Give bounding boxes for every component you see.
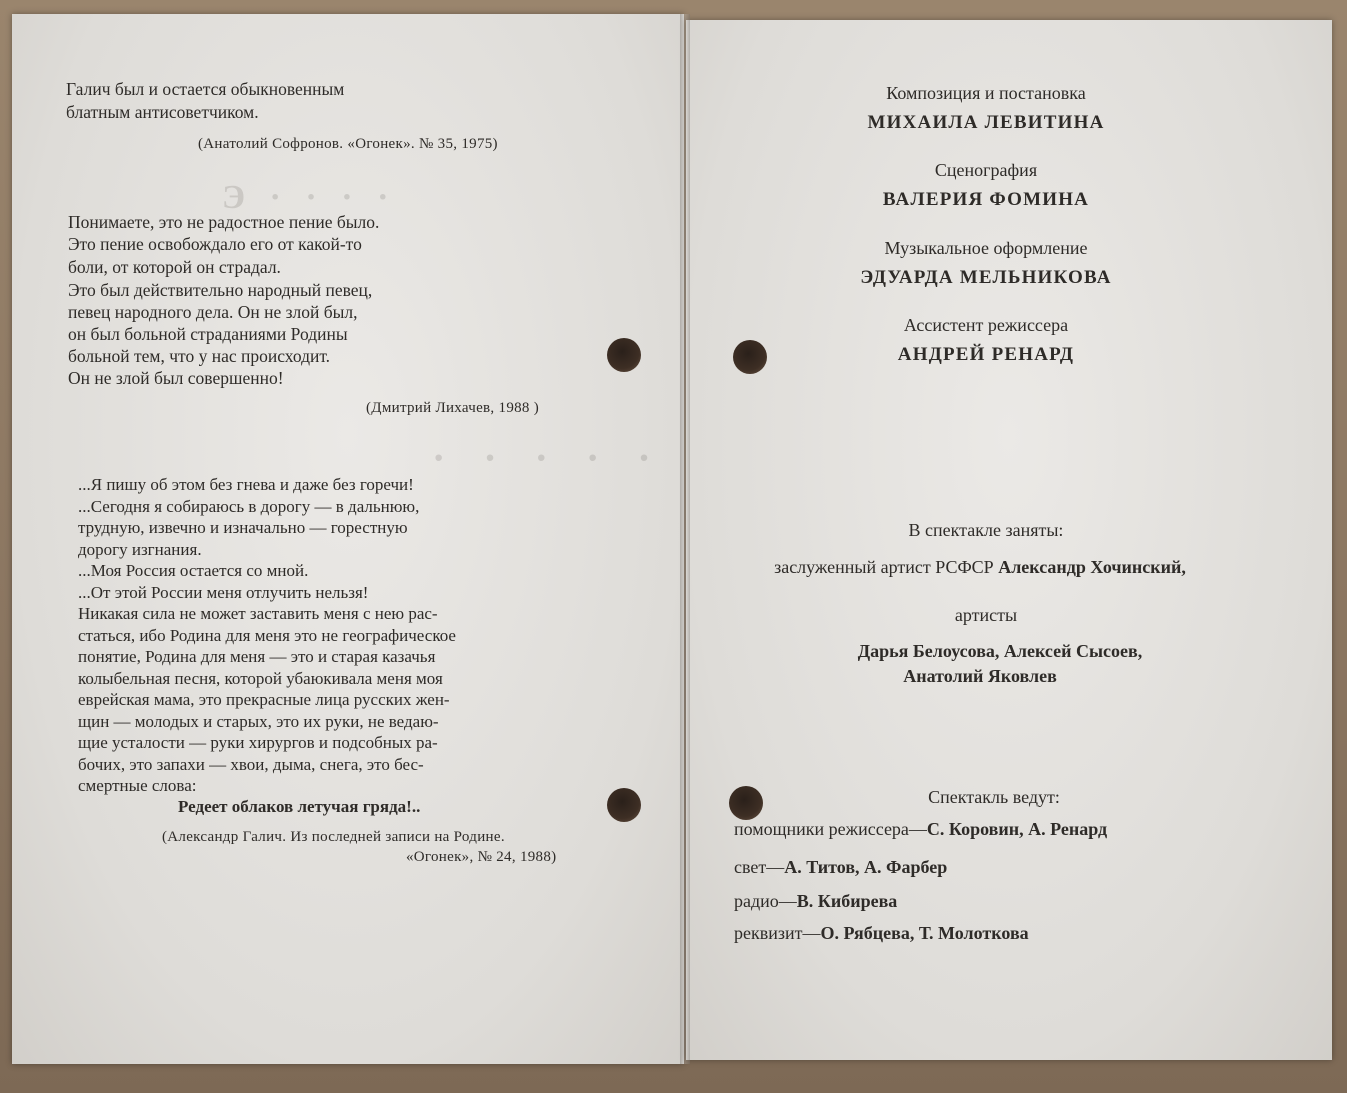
credit-name: МИХАИЛА ЛЕВИТИНА xyxy=(867,112,1105,133)
quote-line: певец народного дела. Он не злой был, xyxy=(68,302,358,322)
quote-line: ...Сегодня я собираюсь в дорогу — в дальнюю, xyxy=(78,496,420,516)
quote-line: колыбельная песня, которой убаюкивала меня моя xyxy=(78,668,443,688)
cast-honored xyxy=(690,557,1270,578)
punch-hole xyxy=(607,788,641,822)
quote-line: бочих, это запахи — хвои, дыма, снега, это бес- xyxy=(78,754,424,774)
punch-hole xyxy=(607,338,641,372)
quote-line: ...Я пишу об этом без гнева и даже без горечи! xyxy=(78,475,414,494)
cast-honored-name: Александр Хочинский, xyxy=(998,557,1186,577)
credit-name: АНДРЕЙ РЕНАРД xyxy=(897,344,1075,365)
quote-line: трудную, извечно и изначально — горестную xyxy=(78,518,408,537)
crew-role: радио— xyxy=(734,891,797,911)
credit-name: ВАЛЕРИЯ ФОМИНА xyxy=(882,189,1090,210)
quote-source: (Александр Галич. Из последней записи на Родине. xyxy=(162,829,505,845)
crew-row xyxy=(734,891,897,912)
quote-line: блатным антисоветчиком. xyxy=(66,102,259,122)
quote-line: боли, от которой он страдал. xyxy=(68,257,281,277)
quote-line: Никакая сила не может заставить меня с нею рас- xyxy=(78,604,438,623)
quote-line: больной тем, что у нас происходит. xyxy=(68,346,331,366)
quote-source: (Анатолий Софронов. «Огонек». № 35, 1975) xyxy=(198,136,498,152)
cast-heading: В спектакле заняты: xyxy=(908,520,1064,540)
crew-row xyxy=(734,923,1029,944)
quote-line: Это был действительно народный певец, xyxy=(68,280,373,300)
show-through-text-2: · · · · · xyxy=(432,435,665,480)
quote-line: ...Моя Россия остается со мной. xyxy=(78,561,309,580)
crew-names: В. Кибирева xyxy=(796,891,898,911)
quote-line: Галич был и остается обыкновенным xyxy=(66,79,345,99)
quote-source: (Дмитрий Лихачев, 1988 ) xyxy=(366,400,540,416)
crew-heading: Спектакль ведут: xyxy=(928,787,1060,807)
quote-line: он был больной страданиями Родины xyxy=(68,324,348,344)
crew-role: свет— xyxy=(734,857,785,877)
crew-names: С. Коровин, А. Ренард xyxy=(926,819,1108,839)
credit-name: ЭДУАРДА МЕЛЬНИКОВА xyxy=(860,267,1112,288)
quote-line: понятие, Родина для меня — это и старая казачья xyxy=(78,647,436,666)
credit-label: Ассистент режиссера xyxy=(903,315,1069,335)
quote-line: щие усталости — руки хирургов и подсобных ра- xyxy=(78,733,438,752)
quote-line: Понимаете, это не радостное пение было. xyxy=(68,212,380,232)
quote-line: смертные слова: xyxy=(78,776,197,795)
cast-artists-label: артисты xyxy=(954,605,1018,625)
credit-label: Композиция и постановка xyxy=(886,83,1086,103)
credit-label: Музыкальное оформление xyxy=(884,238,1088,258)
cast-artists-line: Дарья Белоусова, Алексей Сысоев, xyxy=(857,641,1143,661)
crew-row xyxy=(734,819,1107,840)
crew-row xyxy=(734,857,947,878)
quote-line: статься, ибо Родина для меня это не географическое xyxy=(78,625,456,645)
quote-line: ...От этой России меня отлучить нельзя! xyxy=(78,582,369,602)
show-through-text: Э · · · · xyxy=(222,179,397,216)
quote-line: Он не злой был совершенно! xyxy=(68,368,284,388)
cast-artists-line: Анатолий Яковлев xyxy=(903,666,1057,686)
crew-names: А. Титов, А. Фарбер xyxy=(784,857,948,877)
quote-galich xyxy=(78,474,588,797)
quote-line: Это пение освобождало его от какой-то xyxy=(68,234,362,254)
quote-line: дорогу изгнания. xyxy=(78,539,202,559)
quote-emphasis: Редеет облаков летучая гряда!.. xyxy=(178,797,421,816)
crew-role: помощники режиссера— xyxy=(734,819,927,839)
crew-names: О. Рябцева, Т. Молоткова xyxy=(820,923,1029,943)
quote-line: щин — молодых и старых, это их руки, не ведаю- xyxy=(78,711,439,731)
credit-label: Сценография xyxy=(934,160,1038,180)
quote-line: еврейская мама, это прекрасные лица русских жен- xyxy=(78,690,450,709)
cast-honored-title: заслуженный артист РСФСР xyxy=(774,557,994,577)
crew-role: реквизит— xyxy=(734,923,821,943)
quote-source: «Огонек», № 24, 1988) xyxy=(406,849,557,865)
